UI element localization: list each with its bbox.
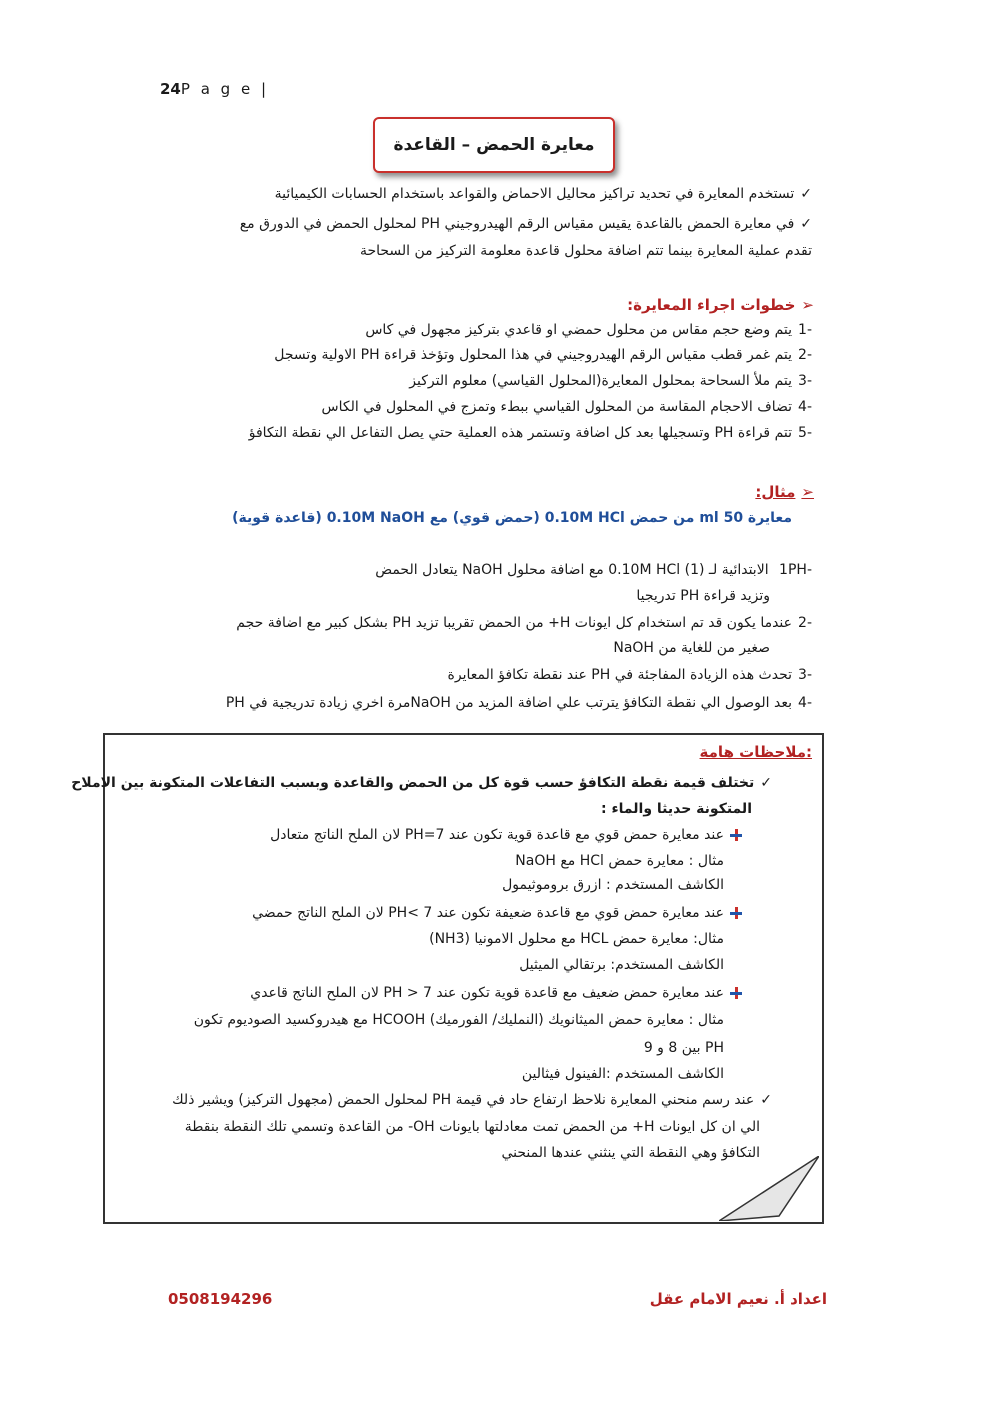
note-case-text: عند معايرة حمض قوي مع قاعدة ضعيفة تكون عند PH< 7 لان الملح الناتج حمضي (252, 905, 724, 921)
note-case (270, 827, 742, 843)
footer-phone: 0508194296 (168, 1290, 273, 1308)
point-text: PH الابتدائية لـ 0.10M HCl (1) مع اضافة محلول NaOH يتعادل الحمض (375, 562, 807, 578)
page-number (160, 80, 269, 98)
note-case-text: عند معايرة حمض قوي مع قاعدة قوية تكون عند PH=7 لان الملح الناتج متعادل (270, 827, 724, 843)
bullet-icon (730, 987, 742, 999)
point-number: -4 (798, 695, 812, 711)
point-number: -3 (798, 667, 812, 683)
example-point (226, 695, 812, 711)
step-number: -3 (798, 373, 812, 389)
step-number: -5 (798, 425, 812, 441)
point-number: -1 (779, 562, 812, 578)
step-number: -1 (798, 322, 812, 338)
step-text: يتم وضع حجم مقاس من محلول حمضي او قاعدي بتركيز مجهول في كاس (365, 322, 793, 338)
footer-author: اعداد أ. نعيم الامام عقل (649, 1290, 827, 1308)
point-text: بعد الوصول الي نقطة التكافؤ يترتب علي اضافة المزيد من NaOHمرة اخري زيادة تدريجية في PH (225, 695, 793, 711)
step-item (274, 347, 812, 363)
note-case-line: مثال: معايرة حمض HCL مع محلول الامونيا (NH3) (429, 931, 724, 947)
step-item (249, 425, 812, 441)
example-point (375, 562, 812, 578)
steps-heading-text: خطوات اجراء المعايرة: (627, 296, 796, 314)
example-point-cont: وتزيد قراءة PH تدريجيا (636, 588, 770, 604)
point-text: عندما يكون قد تم استخدام كل ايونات H+ من الحمض تقريبا تزيد PH بشكل كبير مع اضافة حجم (236, 615, 793, 631)
note-case-line: الكاشف المستخدم :الفينول فيثالين (521, 1066, 724, 1082)
step-item (322, 399, 813, 415)
example-point (448, 667, 812, 683)
notes-main: ✓ تختلف قيمة نقطة التكافؤ حسب قوة كل من الحمض والقاعدة وبسبب التفاعلات المتكونة بين الاملاح (71, 775, 772, 791)
arrow-icon: ➢ (801, 296, 814, 314)
notes-box (71, 733, 824, 1224)
example-statement: معايرة 50 ml من حمض 0.10M HCl (حمض قوي) مع 0.10M NaOH (قاعدة قوية) (232, 510, 792, 526)
note-case-line: الكاشف المستخدم : ازرق بروموثيمول (502, 877, 724, 893)
intro-line: ✓ في معايرة الحمض بالقاعدة يقيس مقياس الرقم الهيدروجيني PH لمحلول الحمض في الدورق مع (240, 216, 812, 232)
intro-line: ✓ تستخدم المعايرة في تحديد تراكيز محاليل الاحماض والقواعد باستخدام الحسابات الكيميائية (275, 186, 812, 202)
notes-last: ✓ عند رسم منحني المعايرة نلاحظ ارتفاع حاد في قيمة PH لمحلول الحمض (مجهول التركيز) ويشير ذلك (172, 1092, 772, 1108)
step-text: يتم غمر قطب مقياس الرقم الهيدروجيني في هذا المحلول وتؤخذ قراءة PH الاولية وتسجل (274, 347, 793, 363)
note-case-line: مثال : معايرة حمض الميثانويك (النمليك/ الفورميك) HCOOH مع هيدروكسيد الصوديوم تكون (193, 1012, 724, 1028)
example-point (236, 615, 812, 631)
point-number: -2 (798, 615, 812, 631)
note-case-text: عند معايرة حمض ضعيف مع قاعدة قوية تكون عند PH > 7 لان الملح الناتج قاعدي (250, 985, 724, 1001)
page-word: P a g e (180, 80, 254, 98)
page-fold-icon (719, 1156, 819, 1221)
bullet-icon (730, 907, 742, 919)
note-case-line: PH بين 8 و 9 (643, 1040, 724, 1056)
page-separator: | (260, 80, 270, 98)
step-item (365, 322, 812, 338)
notes-last: الي ان كل ايونات H+ من الحمض تمت معادلتها بايونات OH- من القاعدة وتسمي تلك النقطة بنقطة (184, 1119, 760, 1135)
step-number: -2 (798, 347, 812, 363)
note-case-line: مثال : معايرة حمض HCl مع NaOH (515, 853, 724, 869)
point-text: تحدث هذه الزيادة المفاجئة في PH عند نقطة تكافؤ المعايرة (447, 667, 793, 683)
step-item (409, 373, 812, 389)
bullet-icon (730, 829, 742, 841)
page-number-value: 24 (160, 80, 181, 98)
example-point-cont: صغير من للغاية من NaOH (613, 640, 770, 656)
step-text: يتم ملأ السحاحة بمحلول المعايرة(المحلول القياسي) معلوم التركيز (409, 373, 793, 389)
note-case (250, 985, 742, 1001)
step-text: تتم قراءة PH وتسجيلها بعد كل اضافة وتستمر هذه العملية حتي يصل التفاعل الي نقطة التكافؤ (248, 425, 793, 441)
example-heading-text: مثال: (755, 483, 796, 501)
notes-heading: ملاحظات هامة: (699, 743, 812, 761)
intro-line: تقدم عملية المعايرة بينما تتم اضافة محلول قاعدة معلومة التركيز من السحاحة (359, 243, 812, 259)
step-text: تضاف الاحجام المقاسة من المحلول القياسي ببطء وتمزج في المحلول في الكاس (321, 399, 793, 415)
arrow-icon: ➢ (801, 483, 814, 501)
note-case-line: الكاشف المستخدم: برتقالي الميثيل (519, 957, 724, 973)
page-title: معايرة الحمض – القاعدة (373, 117, 615, 173)
steps-heading (627, 296, 814, 314)
example-heading (755, 483, 814, 501)
notes-main: المتكونة حديثا والماء : (600, 801, 752, 817)
note-case (252, 905, 742, 921)
step-number: -4 (798, 399, 812, 415)
notes-last: التكافؤ وهي النقطة التي ينثني عندها المنحني (501, 1145, 760, 1161)
